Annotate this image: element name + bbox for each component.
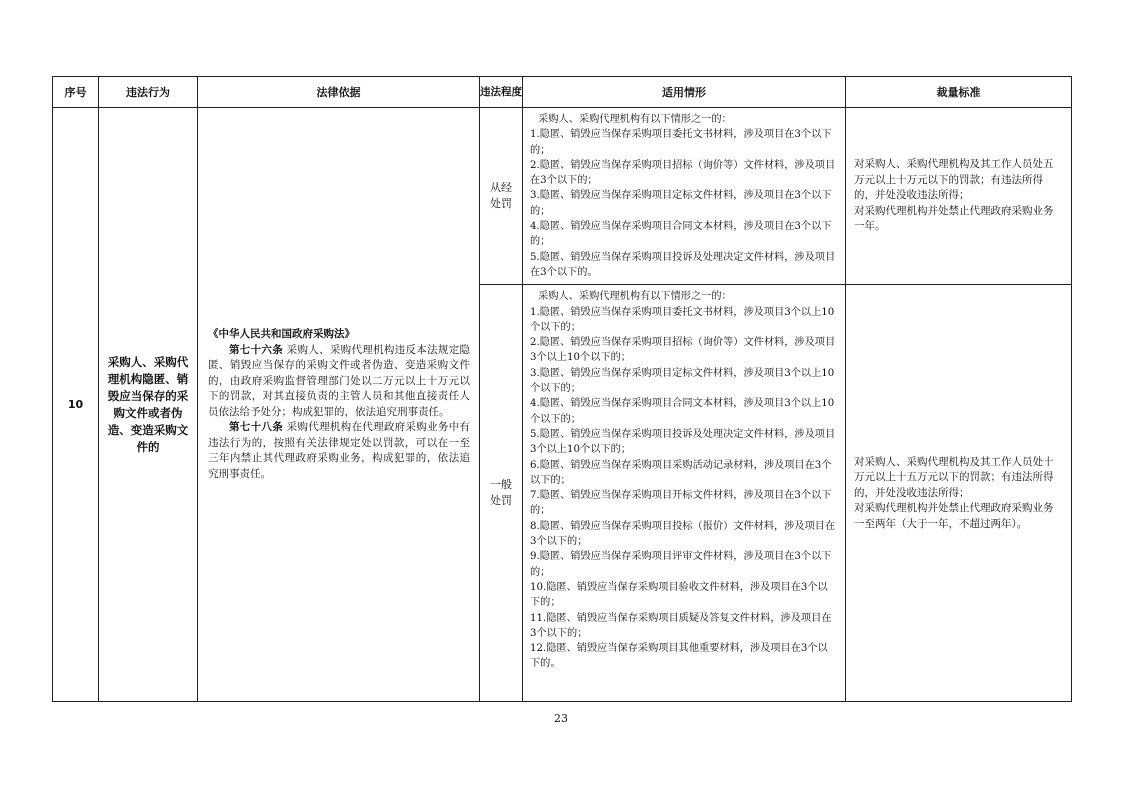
- article-text: 采购代理机构在代理政府采购业务中有违法行为的，按照有关法律规定处以罚款，可以在一至三年内禁止其代理政府采购业务，构成犯罪的，依法追究刑事责任。: [208, 421, 470, 480]
- header-standard: 裁量标准: [846, 77, 1072, 108]
- header-row: [53, 77, 1072, 108]
- violation-act: 采购人、采购代理机构隐匿、销毁应当保存的采购文件或者伪造、变造采购文件的: [99, 108, 198, 702]
- law-title: 《中华人民共和国政府采购法》: [208, 328, 355, 341]
- situation-general: [523, 285, 846, 702]
- header-degree: 违法程度: [480, 77, 523, 108]
- list-item: 8.隐匿、销毁应当保存采购项目投标（报价）文件材料，涉及项目在3个以下的；: [530, 520, 836, 548]
- law-article: [208, 343, 470, 421]
- list-item: 12.隐匿、销毁应当保存采购项目其他重要材料，涉及项目在3个以下的。: [530, 643, 828, 670]
- standard-line: 对采购代理机构并处禁止代理政府采购业务一年。: [854, 204, 1054, 233]
- article-label: 第七十六条: [229, 343, 284, 356]
- table-row: [53, 108, 1072, 285]
- header-law: 法律依据: [198, 77, 480, 108]
- situation-light: [523, 108, 846, 285]
- list-item: 1.隐匿、销毁应当保存采购项目委托文书材料，涉及项目在3个以下的；: [530, 129, 832, 156]
- list-item: 2.隐匿、销毁应当保存采购项目招标（询价等）文件材料，涉及项目在3个以下的；: [530, 159, 836, 187]
- list-item: 6.隐匿、销毁应当保存采购项目采购活动记录材料，涉及项目在3个以下的；: [530, 459, 832, 486]
- penalty-table: [52, 76, 1071, 702]
- standard-line: 对采购人、采购代理机构及其工作人员处五万元以上十万元以下的罚款；有违法所得的，并处没收违法所得；: [854, 158, 1054, 202]
- law-article: [208, 420, 470, 482]
- list-item: 4.隐匿、销毁应当保存采购项目合同文本材料，涉及项目3个以上10个以下的；: [530, 398, 835, 425]
- article-text: 采购人、采购代理机构违反本法规定隐匿、销毁应当保存的采购文件或者伪造、变造采购文件的，由政府采购监督管理部门处以二万元以上十万元以下的罚款，对其直接负责的主管人员和其他直接责任人员依法给予处分；构成犯罪的，依法追究刑事责任。: [208, 343, 470, 418]
- list-item: 11.隐匿、销毁应当保存采购项目质疑及答复文件材料，涉及项目在3个以下的；: [530, 612, 832, 639]
- header-no: 序号: [53, 77, 99, 108]
- situation-intro: 采购人、采购代理机构有以下情形之一的：: [538, 291, 732, 303]
- article-label: 第七十八条: [229, 421, 284, 434]
- row-number: 10: [53, 108, 99, 702]
- list-item: 7.隐匿、销毁应当保存采购项目开标文件材料，涉及项目在3个以下的；: [530, 490, 832, 517]
- degree-light: 从经处罚: [480, 108, 523, 285]
- list-item: 9.隐匿、销毁应当保存采购项目评审文件材料，涉及项目在3个以下的；: [530, 551, 832, 578]
- standard-line: 对采购代理机构并处禁止代理政府采购业务一至两年（大于一年，不超过两年）。: [854, 502, 1054, 530]
- standard-light: [846, 108, 1072, 285]
- page-number: 23: [554, 712, 568, 725]
- degree-general: 一般处罚: [480, 285, 523, 702]
- situation-intro: 采购人、采购代理机构有以下情形之一的：: [538, 114, 732, 125]
- standard-line: 对采购人、采购代理机构及其工作人员处十万元以上十五万元以下的罚款；有违法所得的，并处没收违法所得；: [854, 455, 1054, 499]
- legal-basis: [198, 108, 480, 702]
- list-item: 3.隐匿、销毁应当保存采购项目定标文件材料，涉及项目在3个以下的；: [530, 190, 832, 217]
- list-item: 3.隐匿、销毁应当保存采购项目定标文件材料，涉及项目3个以上10个以下的；: [530, 367, 835, 395]
- list-item: 5.隐匿、销毁应当保存采购项目投诉及处理决定文件材料，涉及项目在3个以下的。: [530, 251, 836, 278]
- list-item: 2.隐匿、销毁应当保存采购项目招标（询价等）文件材料，涉及项目3个以上10个以下的；: [530, 337, 836, 364]
- list-item: 1.隐匿、销毁应当保存采购项目委托文书材料，涉及项目3个以上10个以下的；: [530, 306, 835, 333]
- standard-general: [846, 285, 1072, 702]
- list-item: 4.隐匿、销毁应当保存采购项目合同文本材料，涉及项目在3个以下的；: [530, 221, 832, 248]
- list-item: 5.隐匿、销毁应当保存采购项目投诉及处理决定文件材料，涉及项目3个以上10个以下的；: [530, 428, 836, 456]
- header-act: 违法行为: [99, 77, 198, 108]
- header-situation: 适用情形: [523, 77, 846, 108]
- list-item: 10.隐匿、销毁应当保存采购项目验收文件材料，涉及项目在3个以下的；: [530, 581, 828, 609]
